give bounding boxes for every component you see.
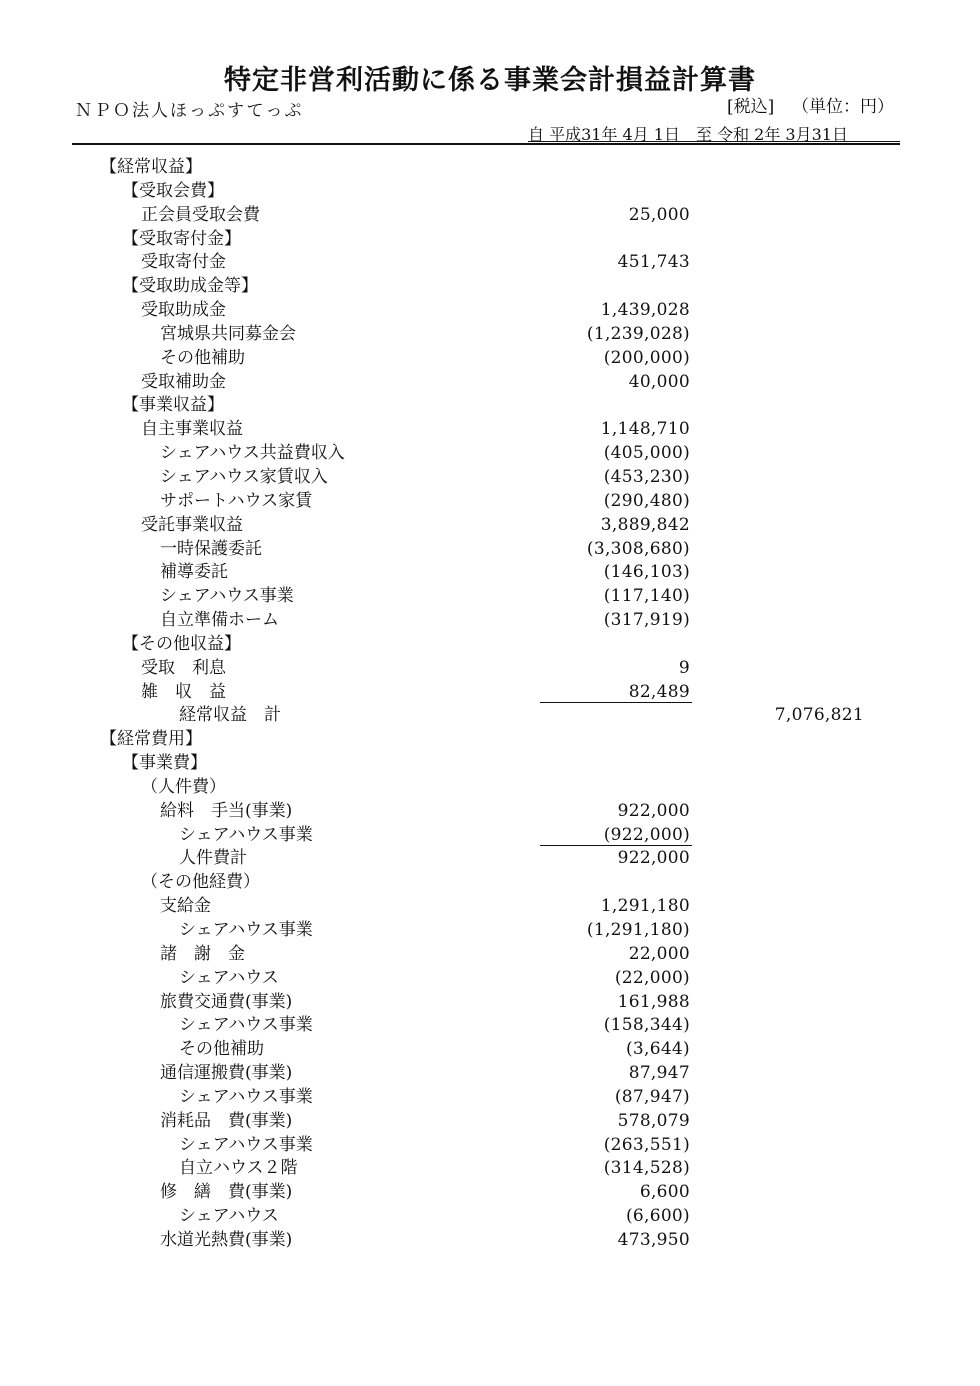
row-amount: 6,600 xyxy=(639,1182,690,1203)
row-amount: 87,947 xyxy=(628,1063,690,1084)
row-label: 正会員受取会費 xyxy=(141,204,260,225)
statement-row xyxy=(0,155,980,179)
row-label: （人件費） xyxy=(141,776,226,797)
row-label: 受取補助金 xyxy=(141,371,226,392)
row-amount: (290,480) xyxy=(603,490,690,511)
row-label: シェアハウス事業 xyxy=(179,1015,313,1036)
row-label: 人件費計 xyxy=(179,848,247,869)
statement-row xyxy=(0,227,980,251)
statement-row xyxy=(0,1156,980,1180)
statement-row xyxy=(0,417,980,441)
row-amount: (158,344) xyxy=(603,1015,690,1036)
row-label: 諸 謝 金 xyxy=(160,943,245,964)
row-amount: (922,000) xyxy=(603,824,690,845)
row-amount: (1,239,028) xyxy=(586,323,690,344)
statement-row xyxy=(0,727,980,751)
fiscal-period: 自 平成31年 4月 1日 至 令和 2年 3月31日 xyxy=(528,125,848,144)
row-label: シェアハウス共益費収入 xyxy=(160,443,345,464)
statement-row xyxy=(0,441,980,465)
row-amount: 922,000 xyxy=(617,848,690,869)
row-label: 【経常収益】 xyxy=(100,157,202,177)
statement-row xyxy=(0,203,980,227)
row-label: 水道光熱費(事業) xyxy=(160,1229,293,1250)
statement-row xyxy=(0,1013,980,1037)
row-label: サポートハウス家賃 xyxy=(160,490,313,511)
row-label: 【事業収益】 xyxy=(122,395,224,416)
row-amount: 25,000 xyxy=(628,204,690,225)
statement-row xyxy=(0,966,980,990)
statement-row xyxy=(0,513,980,537)
statement-row xyxy=(0,799,980,823)
row-label: 支給金 xyxy=(160,896,211,917)
row-label: 【受取助成金等】 xyxy=(122,276,258,297)
statement-row xyxy=(0,298,980,322)
row-label: 自立準備ホーム xyxy=(160,610,279,631)
statement-row xyxy=(0,846,980,870)
statement-row xyxy=(0,537,980,561)
row-amount: (87,947) xyxy=(614,1086,690,1107)
statement-row xyxy=(0,632,980,656)
row-label: 修 繕 費(事業) xyxy=(160,1182,293,1203)
row-label: 経常収益 計 xyxy=(179,705,281,726)
row-amount: (117,140) xyxy=(603,586,690,607)
statement-row xyxy=(0,370,980,394)
row-label: 【受取会費】 xyxy=(122,180,224,201)
row-label: 受取寄付金 xyxy=(141,252,226,273)
row-label: 【事業費】 xyxy=(122,753,207,774)
document-title: 特定非営利活動に係る事業会計損益計算書 xyxy=(224,65,756,96)
row-amount: 922,000 xyxy=(617,800,690,821)
statement-row xyxy=(0,1204,980,1228)
row-amount: 578,079 xyxy=(617,1110,690,1131)
row-label: シェアハウス xyxy=(179,967,279,988)
statement-row xyxy=(0,489,980,513)
row-label: シェアハウス事業 xyxy=(179,920,313,940)
row-label: 一時保護委託 xyxy=(160,538,262,559)
statement-row xyxy=(0,1109,980,1133)
row-label: 補導委託 xyxy=(160,562,228,583)
statement-row xyxy=(0,894,980,918)
row-amount: 1,439,028 xyxy=(600,300,690,321)
statement-row xyxy=(0,393,980,417)
statement-row xyxy=(0,274,980,298)
header-rule xyxy=(72,143,900,145)
row-amount: (146,103) xyxy=(603,562,690,583)
unit-note: （単位：円） xyxy=(792,97,894,117)
row-label: シェアハウス事業 xyxy=(160,586,294,607)
row-label: 受取助成金 xyxy=(141,300,226,321)
statement-row xyxy=(0,870,980,894)
statement-row xyxy=(0,250,980,274)
row-amount: 451,743 xyxy=(617,252,690,273)
statement-row xyxy=(0,560,980,584)
row-label: 宮城県共同募金会 xyxy=(160,323,296,344)
row-amount: 473,950 xyxy=(617,1229,690,1250)
statement-row xyxy=(0,990,980,1014)
organization-name: ＮＰＯ法人ほっぷすてっぷ xyxy=(75,101,304,121)
row-amount: 161,988 xyxy=(617,991,690,1012)
statement-row xyxy=(0,751,980,775)
statement-row xyxy=(0,1133,980,1157)
row-label: 通信運搬費(事業) xyxy=(160,1063,293,1084)
row-label: シェアハウス xyxy=(179,1206,279,1227)
row-label: 消耗品 費(事業) xyxy=(160,1110,293,1131)
row-amount: 9 xyxy=(678,657,690,678)
period-underline xyxy=(528,141,900,142)
statement-row xyxy=(0,322,980,346)
row-label: 受託事業収益 xyxy=(141,514,243,535)
row-amount: (314,528) xyxy=(603,1158,690,1179)
statement-rows xyxy=(0,155,980,1252)
row-amount: 22,000 xyxy=(628,943,690,964)
statement-row xyxy=(0,1061,980,1085)
row-amount: (453,230) xyxy=(603,466,690,487)
row-amount: (22,000) xyxy=(614,967,690,988)
row-label: 自主事業収益 xyxy=(141,419,243,440)
statement-row xyxy=(0,584,980,608)
row-label: その他補助 xyxy=(179,1039,264,1060)
tax-included-note: [税込] xyxy=(727,97,775,117)
statement-row xyxy=(0,608,980,632)
statement-row xyxy=(0,1180,980,1204)
row-label: 【その他収益】 xyxy=(122,633,241,654)
statement-row xyxy=(0,1037,980,1061)
row-amount: (405,000) xyxy=(603,443,690,464)
row-amount: 1,291,180 xyxy=(600,896,690,917)
statement-row xyxy=(0,918,980,942)
row-amount: 3,889,842 xyxy=(600,514,690,535)
statement-row xyxy=(0,942,980,966)
row-label: （その他経費） xyxy=(141,872,260,893)
row-label: その他補助 xyxy=(160,347,245,368)
row-label: 受取 利息 xyxy=(141,657,226,678)
row-label: シェアハウス事業 xyxy=(179,1086,313,1107)
statement-row xyxy=(0,179,980,203)
statement-row xyxy=(0,656,980,680)
row-label: 自立ハウス２階 xyxy=(179,1158,298,1179)
row-amount: (3,644) xyxy=(625,1039,690,1060)
row-label: 【受取寄付金】 xyxy=(122,228,241,249)
statement-row xyxy=(0,346,980,370)
row-label: 【経常費用】 xyxy=(100,729,202,750)
row-amount: 40,000 xyxy=(628,371,690,392)
statement-row xyxy=(0,465,980,489)
statement-row xyxy=(0,1085,980,1109)
row-amount: 82,489 xyxy=(628,681,690,702)
row-total: 7,076,821 xyxy=(774,705,864,726)
row-amount: (263,551) xyxy=(603,1134,690,1155)
statement-row xyxy=(0,680,980,704)
row-label: 給料 手当(事業) xyxy=(160,800,293,821)
row-amount: (3,308,680) xyxy=(586,538,690,559)
row-amount: 1,148,710 xyxy=(600,419,690,440)
statement-row xyxy=(0,823,980,847)
row-amount: (317,919) xyxy=(603,610,690,631)
row-amount: (200,000) xyxy=(603,347,690,368)
row-amount: (1,291,180) xyxy=(586,920,690,940)
row-label: 雑 収 益 xyxy=(141,681,226,702)
row-label: シェアハウス家賃収入 xyxy=(160,466,328,487)
statement-row xyxy=(0,775,980,799)
row-label: シェアハウス事業 xyxy=(179,1134,313,1155)
row-label: 旅費交通費(事業) xyxy=(160,991,293,1012)
row-amount: (6,600) xyxy=(625,1206,690,1227)
statement-row xyxy=(0,1228,980,1252)
row-label: シェアハウス事業 xyxy=(179,824,313,845)
statement-row xyxy=(0,703,980,727)
